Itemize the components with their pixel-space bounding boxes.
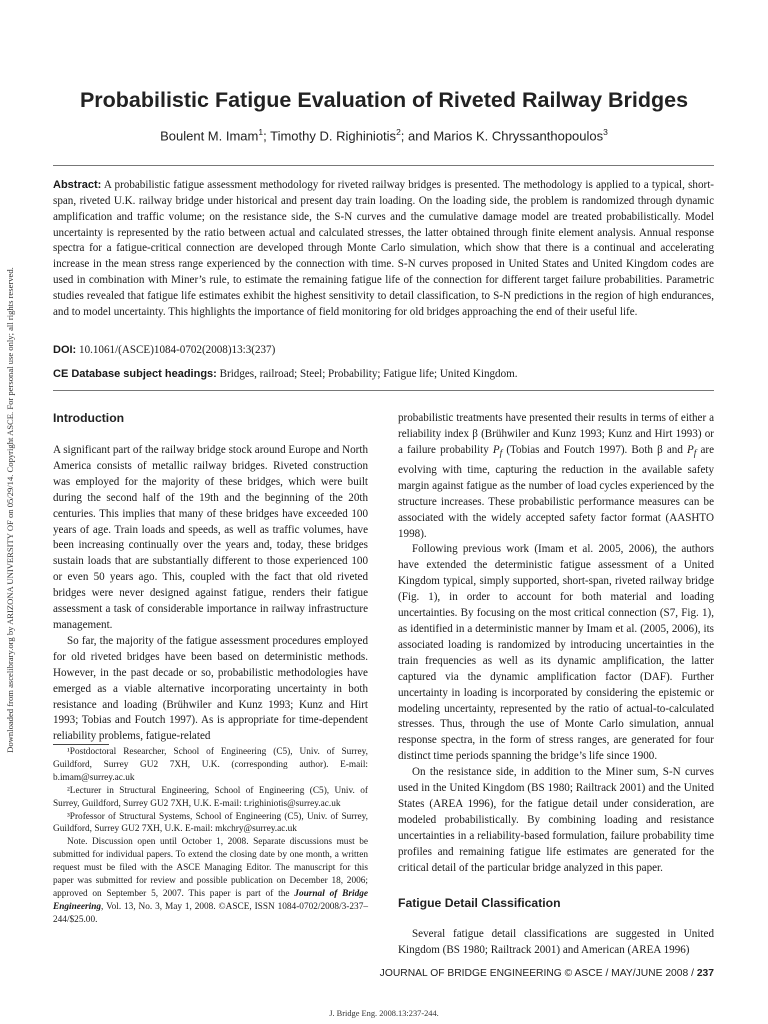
note-text: Note. Discussion open until October 1, 2008. Separate discussions must be submitted for individual papers. To extend the closing date by one month, a written request must be filed with the ASCE Managing Editor. The manuscript for this paper was submitted for review and possible publication on December 18, 2006; approved on September 5, 2007. This paper is part of the — [53, 837, 368, 899]
right-column-text — [398, 411, 714, 877]
text-run: probabilistic treatments have presented their results in terms of either a reliability index β (Brühwiler and Kunz 1993; Kunz and Hirt 1993) or a failure probability — [398, 412, 714, 456]
section-heading-fatigue-detail: Fatigue Detail Classification — [398, 896, 561, 910]
right-column-text-continued — [398, 927, 714, 959]
header-rule — [53, 165, 714, 166]
abstract-bottom-rule — [53, 390, 714, 391]
paragraph: So far, the majority of the fatigue assessment procedures employed for old riveted bridges have been based on deterministic methods. However, in the past decade or so, probabilistic methodologies have emerged as a viable alternative incorporating uncertainty in both resistance and loading (Brühwiler and Kunz 1993; Kunz and Hirt 1993; Tobias and Foutch 1997). As is appropriate for time-dependent reliability problems, fatigue-related — [53, 634, 368, 743]
author-separator: ; and — [400, 128, 434, 144]
section-heading-introduction: Introduction — [53, 411, 125, 425]
paragraph — [398, 411, 714, 542]
journal-running-footer: JOURNAL OF BRIDGE ENGINEERING © ASCE / MAY/JUNE 2008 / — [379, 968, 697, 979]
footnotes-block — [53, 746, 368, 927]
running-footer — [380, 968, 714, 979]
footnote: ³Professor of Structural Systems, School of Engineering (C5), Univ. of Surrey, Guildford, Surrey GU2 7XH, U.K. E-mail: mkchry@surrey.ac.uk — [53, 811, 368, 835]
subject-headings-line — [53, 368, 714, 380]
abstract-label: Abstract: — [53, 179, 102, 191]
author-name: Timothy D. Righiniotis — [270, 128, 397, 144]
publication-note — [53, 836, 368, 926]
abstract-text: A probabilistic fatigue assessment methodology for riveted railway bridges is presented. The methodology is applied to a typical, short-span, riveted U.K. railway bridge under historical and present day train loading. On the loading side, the problem is randomized through dynamic amplification and traffic volume; on the resistance side, the S-N curves and the cumulative damage model are treated probabilistically. Model uncertainty is represented by the ratio between actual and calculated stresses, the latter obtained through finite element analysis. Annual response spectra for a fatigue-critical connection are developed through Monte Carlo simulation, which show that there is a continual and accelerating increase in the mean stress range experienced by the connection with time. S-N curves proposed in United States and United Kingdom codes are used in combination with Miner’s rule, to estimate the remaining fatigue life of the connection for different target failure probabilities. Parametric studies revealed that fatigue life estimates exhibit the highest sensitivity to detail classification, to S-N predictions in the region of high endurances, and to model uncertainty. This highlights the importance of field monitoring for old bridges approaching the end of their useful life. — [53, 179, 714, 318]
footnote: ¹Postdoctoral Researcher, School of Engineering (C5), Univ. of Surrey, Guildford, Surrey GU2 7XH, U.K. (corresponding author). E-mail: b.imam@surrey.ac.uk — [53, 747, 368, 783]
author-line — [0, 127, 768, 143]
pf-symbol: P — [492, 443, 500, 456]
affiliation-mark: 1 — [258, 127, 264, 137]
download-notice-text: Downloaded from ascelibrary.org by ARIZONA UNIVERSITY OF on 05/29/14. Copyright ASCE. For personal use only; all rights reserved. — [5, 267, 15, 753]
doi-line — [53, 344, 714, 356]
paragraph: On the resistance side, in addition to the Miner sum, S-N curves used in the United Kingdom (BS 1980; Railtrack 2001) and the United States (AREA 1996), for the fatigue detail under consideration, are modeled probabilistically. By combining loading and resistance uncertainties in a reliability-based formulation, failure probability time profiles and remaining fatigue life estimates are generated for the critical detail of the particular bridge analyzed in this paper. — [398, 766, 714, 874]
paragraph: Several fatigue detail classifications are suggested in United Kingdom (BS 1980; Railtrack 2001) and American (AREA 1996) — [398, 928, 714, 956]
pf-symbol: P — [686, 443, 694, 456]
note-text: , Vol. 13, No. 3, May 1, 2008. ©ASCE, ISSN 1084-0702/2008/3-237–244/$25.00. — [53, 901, 368, 925]
paragraph: Following previous work (Imam et al. 2005, 2006), the authors have extended the deterministic fatigue assessment of a United Kingdom typical, simply supported, short-span, riveted railway bridge (Fig. 1), in order to account for both material and loading uncertainties. By focusing on the most critical connection (S7, Fig. 1), as identified in a deterministic manner by Imam et al. (2005, 2006), its associated loading is randomized by introducing uncertainties in the train frequencies as well as its dynamic amplification, the latter captured via the dynamic amplification factor (DAF). Further uncertainty in loading is incorporated by considering the epistemic or modeling uncertainty, represented by the ratio of actual-to-calculated stresses. Thus, through the use of Monte Carlo simulation, annual response spectra, in the form of stress ranges, are generated for four distinct time periods spanning the bridge’s life since 1900. — [398, 543, 714, 763]
abstract-block — [53, 178, 714, 321]
text-run: are evolving with time, capturing the reduction in the available safety margin against fatigue as the number of load cycles experienced by the structure increases. These probabilistic performance measures can be associated with the widely accepted safety factor format (AASHTO 1998). — [398, 443, 714, 540]
author-name: Marios K. Chryssanthopoulos — [433, 128, 604, 144]
page-number: 237 — [696, 968, 714, 979]
journal-name: Journal of Bridge Engineering — [53, 888, 368, 912]
paragraph: A significant part of the railway bridge stock around Europe and North America consists of metallic railway bridges. Riveted construction was employed for the majority of these bridges, which were built during the second half of the 19th and the beginning of the 20th centuries. This implies that many of these bridges have exceeded 100 years of age. Train loads and speeds, as well as traffic volumes, have been increasing continually over the years and, today, these bridges sustain loads that are substantially different to those experienced 100 or even 50 years ago. This, coupled with the fact that old riveted bridges were never designed against fatigue, renders their fatigue assessment a task of considerable importance in railway infrastructure management. — [53, 444, 368, 631]
author-name: Boulent M. Imam — [160, 128, 259, 144]
affiliation-mark: 3 — [603, 127, 608, 137]
subject-headings-value: Bridges, railroad; Steel; Probability; Fatigue life; United Kingdom. — [219, 368, 518, 380]
download-notice-sidebar — [4, 210, 16, 810]
footnote-rule — [53, 744, 109, 745]
paper-title: Probabilistic Fatigue Evaluation of Riveted Railway Bridges — [79, 88, 689, 112]
left-column-text — [53, 443, 368, 745]
pf-subscript: f — [693, 449, 697, 460]
pf-subscript: f — [499, 449, 503, 460]
doi-value[interactable]: 10.1061/(ASCE)1084-0702(2008)13:3(237) — [79, 344, 276, 356]
citation-line: J. Bridge Eng. 2008.13:237-244. — [329, 1009, 439, 1018]
footnote: ²Lecturer in Structural Engineering, School of Engineering (C5), Univ. of Surrey, Guildford, Surrey GU2 7XH, U.K. E-mail: t.righiniotis@surrey.ac.uk — [53, 785, 368, 809]
text-run: (Tobias and Foutch 1997). Both β and — [502, 443, 687, 456]
author-separator: ; — [263, 128, 271, 144]
doi-label: DOI: — [53, 344, 77, 356]
affiliation-mark: 2 — [396, 127, 401, 137]
subject-headings-label: CE Database subject headings: — [53, 368, 217, 380]
